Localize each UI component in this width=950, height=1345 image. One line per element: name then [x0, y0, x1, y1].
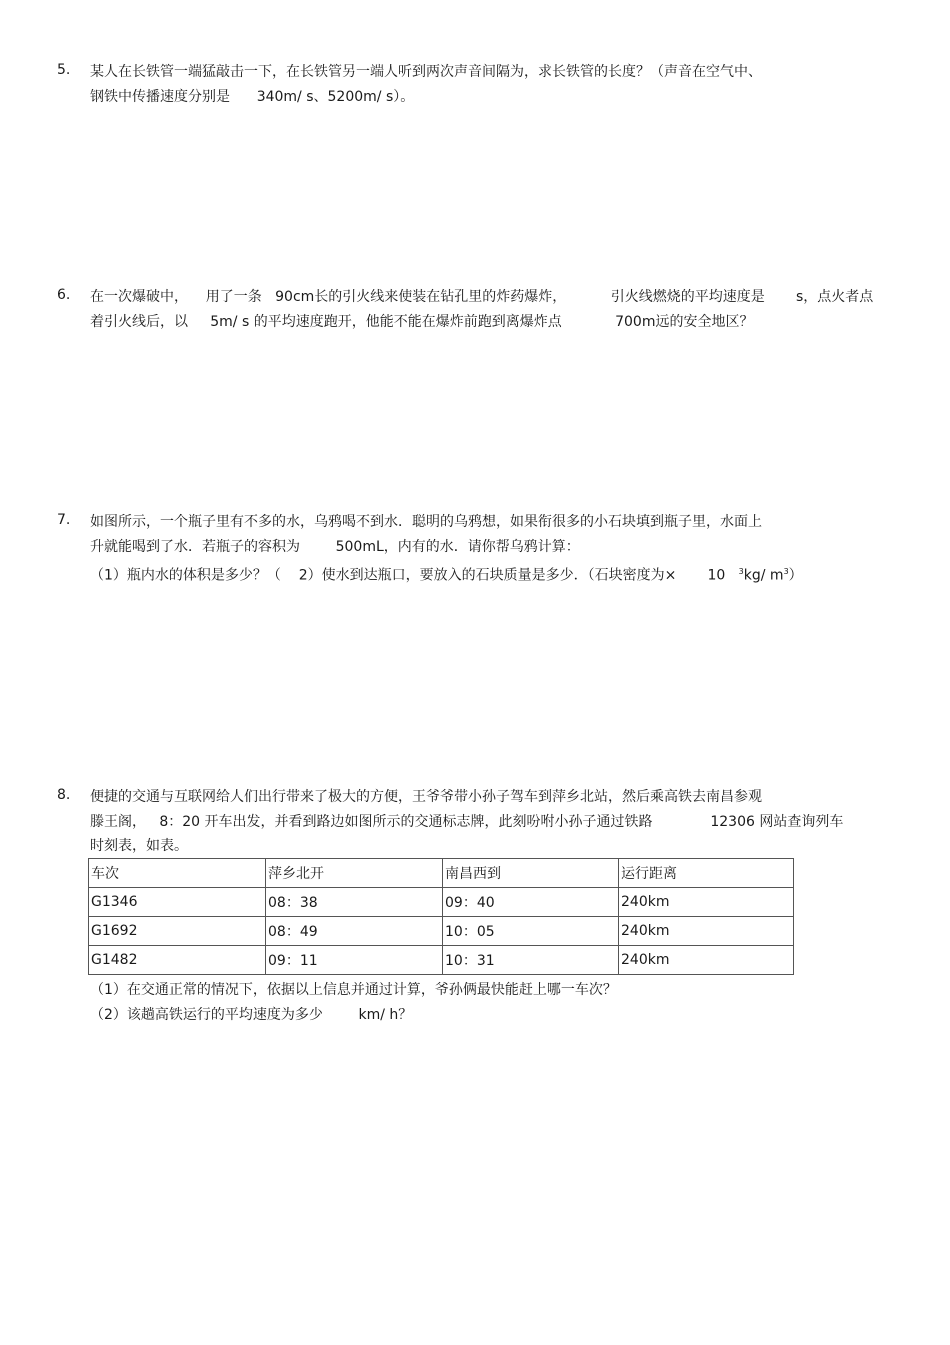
- table-cell: G1692: [89, 917, 266, 946]
- table-cell: 240km: [619, 946, 794, 975]
- table-header-row: [89, 859, 794, 888]
- question-number: 8.: [57, 787, 71, 803]
- table-cell: 240km: [619, 917, 794, 946]
- question-text: 钢铁中传播速度分别是 340m/ s、5200m/ s）。: [90, 89, 415, 105]
- table-row: [89, 917, 794, 946]
- table-cell: 240km: [619, 888, 794, 917]
- table-cell: G1346: [89, 888, 266, 917]
- table-cell: 09：11: [266, 946, 443, 975]
- question-text: 如图所示，一个瓶子里有不多的水，乌鸦喝不到水．聪明的乌鸦想，如果衔很多的小石块填到瓶子里，水面上: [90, 514, 762, 530]
- table-header-cell: 萍乡北开: [266, 859, 443, 888]
- question-number: 5.: [57, 62, 71, 78]
- question-number: 6.: [57, 287, 71, 303]
- closing-paren: ）: [788, 567, 803, 584]
- exponent: 3: [738, 567, 744, 576]
- unit-text: kg/ m: [743, 567, 784, 584]
- table-cell: 10：31: [443, 946, 619, 975]
- question-text: 升就能喝到了水．若瓶子的容积为 500mL，内有的水．请你帮乌鸦计算：: [90, 539, 580, 555]
- table-cell: 10：05: [443, 917, 619, 946]
- question-text: （1）在交通正常的情况下，依据以上信息并通过计算，爷孙俩最快能赶上哪一车次？: [90, 982, 617, 998]
- question-text: 在一次爆破中， 用了一条 90cm长的引火线来使装在钻孔里的炸药爆炸， 引火线燃烧的平均速度是 s，点火者点: [90, 289, 874, 305]
- question-text: （1）瓶内水的体积是多少？（ 2）使水到达瓶口，要放入的石块质量是多少．（石块密度为× 10: [90, 567, 739, 584]
- table-header-cell: 运行距离: [619, 859, 794, 888]
- question-text: （2）该趟高铁运行的平均速度为多少 km/ h？: [90, 1007, 413, 1023]
- question-text: 着引火线后，以 5m/ s 的平均速度跑开，他能不能在爆炸前跑到离爆炸点 700m远的安全地区？: [90, 314, 754, 330]
- table-cell: 09：40: [443, 888, 619, 917]
- question-number: 7.: [57, 512, 71, 528]
- question-text: 滕王阁， 8：20 开车出发，并看到路边如图所示的交通标志牌，此刻吩咐小孙子通过铁路 12306 网站查询列车: [90, 814, 844, 830]
- table-row: [89, 946, 794, 975]
- table-cell: 08：38: [266, 888, 443, 917]
- question-text: 便捷的交通与互联网给人们出行带来了极大的方便，王爷爷带小孙子驾车到萍乡北站，然后乘高铁去南昌参观: [90, 789, 762, 805]
- table-header-cell: 车次: [89, 859, 266, 888]
- train-timetable: [88, 858, 794, 975]
- question-text: 某人在长铁管一端猛敲击一下，在长铁管另一端人听到两次声音间隔为，求长铁管的长度？（声音在空气中、: [90, 64, 762, 80]
- table-row: [89, 888, 794, 917]
- table-cell: 08：49: [266, 917, 443, 946]
- table-header-cell: 南昌西到: [443, 859, 619, 888]
- question-text: 时刻表，如表。: [90, 838, 188, 854]
- question-subparts: [90, 562, 803, 586]
- exponent: 3: [783, 567, 789, 576]
- table-cell: G1482: [89, 946, 266, 975]
